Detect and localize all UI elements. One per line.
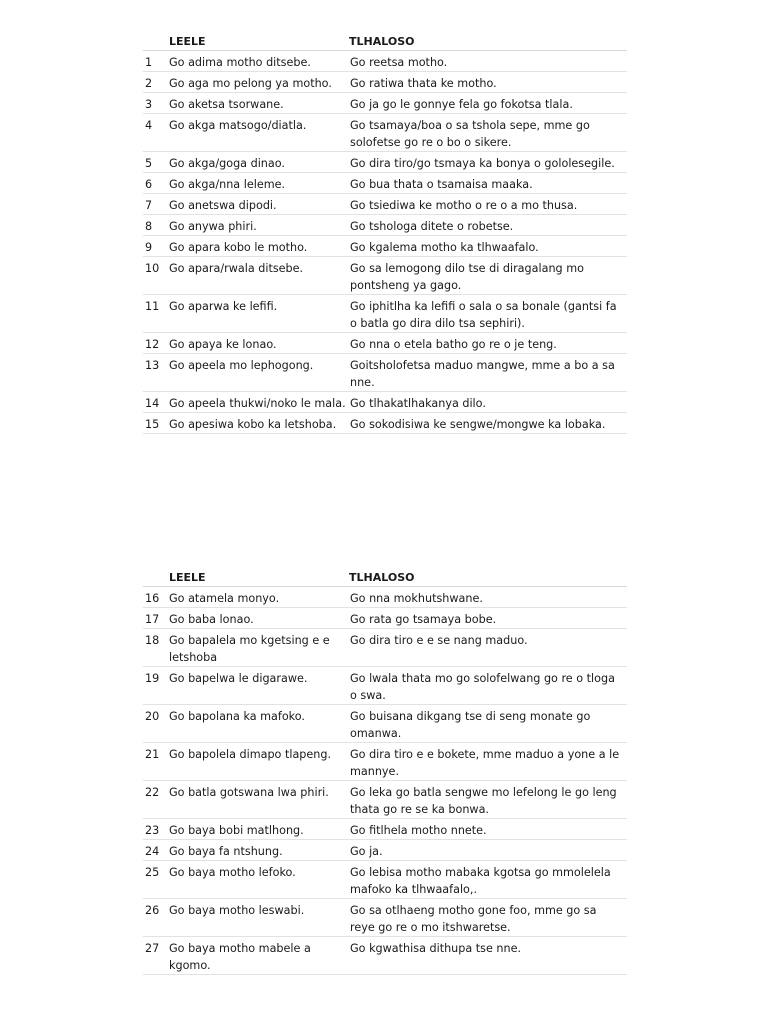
table-row xyxy=(143,333,627,354)
idiom-definition: Go kgwathisa dithupa tse nne. xyxy=(350,942,522,955)
row-number: 13 xyxy=(145,359,160,372)
header-tlhaloso: TLHALOSO xyxy=(349,570,415,584)
idiom-definition: Go rata go tsamaya bobe. xyxy=(350,613,497,626)
idiom-definition: Go ja. xyxy=(350,845,383,858)
idiom-definition: Go ja go le gonnye fela go fokotsa tlala. xyxy=(350,98,573,111)
table-row xyxy=(143,705,627,743)
idiom-definition: Go tsiediwa ke motho o re o a mo thusa. xyxy=(350,199,578,212)
idiom-term: Go anetswa dipodi. xyxy=(169,199,277,212)
table-row xyxy=(143,840,627,861)
table-row xyxy=(143,861,627,899)
idiom-term: Go batla gotswana lwa phiri. xyxy=(169,786,329,799)
idiom-term: Go baba lonao. xyxy=(169,613,254,626)
idiom-definition: Go tlhakatlhakanya dilo. xyxy=(350,397,486,410)
table-row xyxy=(143,236,627,257)
row-number: 21 xyxy=(145,748,160,761)
row-number: 7 xyxy=(145,199,153,212)
table-row xyxy=(143,257,627,295)
idiom-definition: Go sa otlhaeng motho gone foo, mme go sa reye go re o mo itshwaretse. xyxy=(350,904,597,934)
idiom-definition: Go nna o etela batho go re o je teng. xyxy=(350,338,557,351)
table-row xyxy=(143,629,627,667)
idiom-definition: Go dira tiro/go tsmaya ka bonya o gololesegile. xyxy=(350,157,615,170)
idiom-definition: Go lebisa motho mabaka kgotsa go mmolelela mafoko ka tlhwaafalo,. xyxy=(350,866,611,896)
row-number: 1 xyxy=(145,56,153,69)
row-number: 17 xyxy=(145,613,160,626)
row-number: 4 xyxy=(145,119,153,132)
idiom-term: Go apeela mo lephogong. xyxy=(169,359,314,372)
idiom-term: Go adima motho ditsebe. xyxy=(169,56,311,69)
table-row xyxy=(143,781,627,819)
table-row xyxy=(143,295,627,333)
idiom-term: Go baya motho leswabi. xyxy=(169,904,305,917)
idiom-term: Go apaya ke lonao. xyxy=(169,338,277,351)
table-body xyxy=(143,587,627,975)
table-row xyxy=(143,354,627,392)
table-row xyxy=(143,413,627,434)
table-body xyxy=(143,51,627,434)
table-row xyxy=(143,899,627,937)
row-number: 20 xyxy=(145,710,160,723)
row-number: 10 xyxy=(145,262,160,275)
table-row xyxy=(143,608,627,629)
row-number: 9 xyxy=(145,241,153,254)
idiom-definition: Go lwala thata mo go solofelwang go re o tloga o swa. xyxy=(350,672,615,702)
table-row xyxy=(143,194,627,215)
idiom-definition: Go tsamaya/boa o sa tshola sepe, mme go solofetse go re o bo o sikere. xyxy=(350,119,590,149)
table-row xyxy=(143,173,627,194)
idiom-term: Go baya bobi matlhong. xyxy=(169,824,304,837)
idiom-definition: Goitsholofetsa maduo mangwe, mme a bo a sa nne. xyxy=(350,359,615,389)
idiom-term: Go apeela thukwi/noko le mala. xyxy=(169,397,346,410)
table-row xyxy=(143,51,627,72)
idiom-term: Go bapolana ka mafoko. xyxy=(169,710,305,723)
idiom-term: Go bapelwa le digarawe. xyxy=(169,672,308,685)
idiom-table-1 xyxy=(143,32,627,434)
row-number: 27 xyxy=(145,942,160,955)
row-number: 6 xyxy=(145,178,153,191)
idiom-term: Go aketsa tsorwane. xyxy=(169,98,284,111)
idiom-definition: Go iphitlha ka lefifi o sala o sa bonale (gantsi fa o batla go dira dilo tsa sephiri). xyxy=(350,300,617,330)
row-number: 16 xyxy=(145,592,160,605)
idiom-definition: Go fitlhela motho nnete. xyxy=(350,824,487,837)
idiom-definition: Go dira tiro e e se nang maduo. xyxy=(350,634,528,647)
header-tlhaloso: TLHALOSO xyxy=(349,34,415,48)
table-row xyxy=(143,667,627,705)
idiom-term: Go baya fa ntshung. xyxy=(169,845,283,858)
table-row xyxy=(143,743,627,781)
idiom-term: Go apara kobo le motho. xyxy=(169,241,308,254)
idiom-term: Go aga mo pelong ya motho. xyxy=(169,77,332,90)
idiom-term: Go baya motho lefoko. xyxy=(169,866,296,879)
table-header xyxy=(143,568,627,587)
idiom-definition: Go ratiwa thata ke motho. xyxy=(350,77,497,90)
idiom-definition: Go reetsa motho. xyxy=(350,56,448,69)
row-number: 3 xyxy=(145,98,153,111)
table-row xyxy=(143,72,627,93)
idiom-term: Go aparwa ke lefifi. xyxy=(169,300,278,313)
idiom-definition: Go bua thata o tsamaisa maaka. xyxy=(350,178,533,191)
idiom-definition: Go kgalema motho ka tlhwaafalo. xyxy=(350,241,539,254)
row-number: 12 xyxy=(145,338,160,351)
idiom-term: Go bapalela mo kgetsing e e letshoba xyxy=(169,634,330,664)
idiom-term: Go bapolela dimapo tlapeng. xyxy=(169,748,332,761)
row-number: 22 xyxy=(145,786,160,799)
row-number: 19 xyxy=(145,672,160,685)
row-number: 2 xyxy=(145,77,153,90)
table-row xyxy=(143,937,627,975)
table-row xyxy=(143,819,627,840)
header-leele: LEELE xyxy=(169,34,206,48)
idiom-term: Go atamela monyo. xyxy=(169,592,280,605)
table-row xyxy=(143,152,627,173)
idiom-term: Go apesiwa kobo ka letshoba. xyxy=(169,418,337,431)
row-number: 5 xyxy=(145,157,153,170)
idiom-term: Go apara/rwala ditsebe. xyxy=(169,262,304,275)
table-row xyxy=(143,392,627,413)
row-number: 23 xyxy=(145,824,160,837)
table-header xyxy=(143,32,627,51)
idiom-term: Go anywa phiri. xyxy=(169,220,257,233)
table-row xyxy=(143,587,627,608)
row-number: 8 xyxy=(145,220,153,233)
row-number: 24 xyxy=(145,845,160,858)
idiom-definition: Go sokodisiwa ke sengwe/mongwe ka lobaka. xyxy=(350,418,606,431)
idiom-term: Go akga matsogo/diatla. xyxy=(169,119,307,132)
row-number: 25 xyxy=(145,866,160,879)
table-row xyxy=(143,215,627,236)
table-row xyxy=(143,114,627,152)
idiom-term: Go akga/goga dinao. xyxy=(169,157,285,170)
idiom-definition: Go sa lemogong dilo tse di diragalang mo pontsheng ya gago. xyxy=(350,262,584,292)
idiom-definition: Go dira tiro e e bokete, mme maduo a yone a le mannye. xyxy=(350,748,620,778)
row-number: 15 xyxy=(145,418,160,431)
table-row xyxy=(143,93,627,114)
row-number: 18 xyxy=(145,634,160,647)
idiom-definition: Go buisana dikgang tse di seng monate go omanwa. xyxy=(350,710,591,740)
row-number: 26 xyxy=(145,904,160,917)
row-number: 11 xyxy=(145,300,160,313)
idiom-table-2 xyxy=(143,568,627,975)
idiom-term: Go akga/nna leleme. xyxy=(169,178,286,191)
header-leele: LEELE xyxy=(169,570,206,584)
idiom-definition: Go tshologa ditete o robetse. xyxy=(350,220,514,233)
idiom-term: Go baya motho mabele a kgomo. xyxy=(169,942,311,972)
idiom-definition: Go nna mokhutshwane. xyxy=(350,592,483,605)
row-number: 14 xyxy=(145,397,160,410)
idiom-definition: Go leka go batla sengwe mo lefelong le go leng thata go re se ka bonwa. xyxy=(350,786,617,816)
